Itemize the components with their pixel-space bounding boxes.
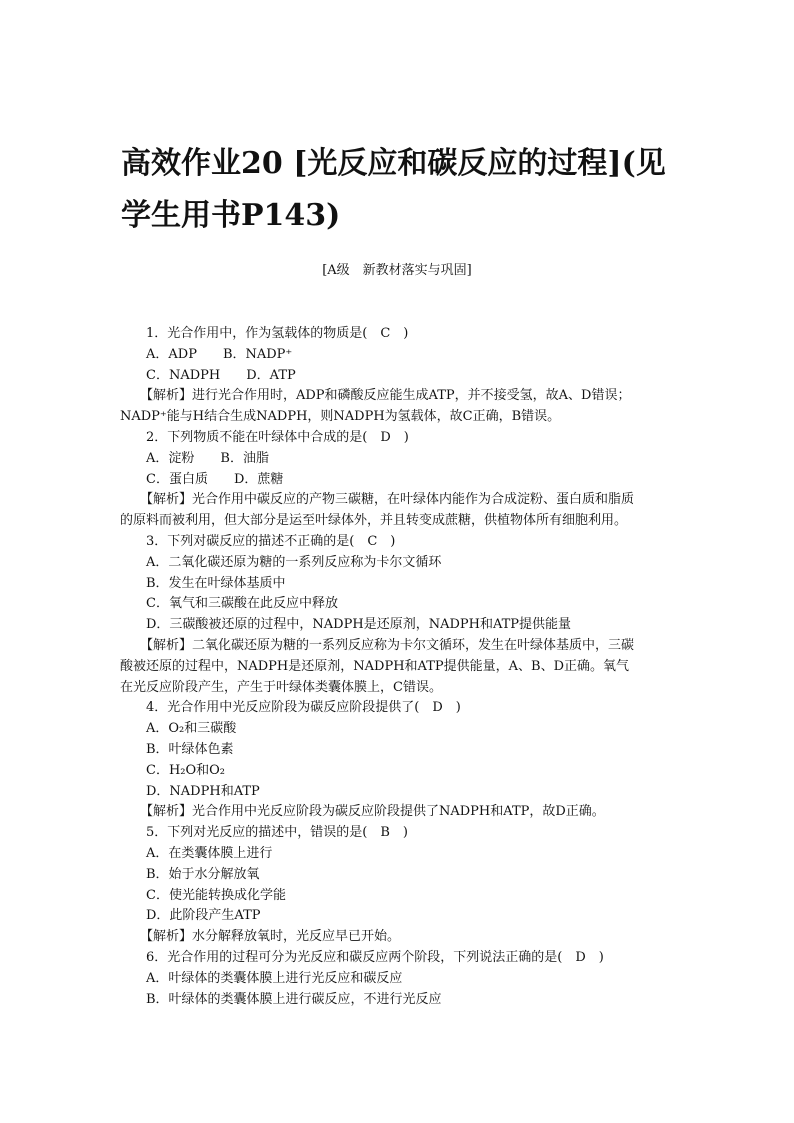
q1-options-ab: A．ADP B．NADP⁺ [146,346,293,362]
q3-option-d: D．三碳酸被还原的过程中，NADPH是还原剂，NADPH和ATP提供能量 [146,617,572,633]
q4-analysis: 【解析】光合作用中光反应阶段为碳反应阶段提供了NADPH和ATP，故D正确。 [140,804,605,820]
page-title: 高效作业20 [光反应和碳反应的过程](见学生用书P143) [121,146,666,233]
q5-analysis: 【解析】水分解释放氧时，光反应早已开始。 [140,929,401,945]
q4-option-d: D．NADPH和ATP [146,783,260,799]
q4-option-c: C．H₂O和O₂ [146,762,226,778]
question-2: 2．下列物质不能在叶绿体中合成的是( D ) [146,429,409,445]
question-5: 5．下列对光反应的描述中，错误的是( B ) [146,825,408,841]
q3-option-b: B．发生在叶绿体基质中 [146,575,286,591]
q2-analysis-cont: 的原料而被利用，但大部分是运至叶绿体外，并且转变成蔗糖，供植物体所有细胞利用。 [120,513,628,529]
q5-option-d: D．此阶段产生ATP [146,908,261,924]
q3-analysis-cont2: 在光反应阶段产生，产生于叶绿体类囊体膜上，C错误。 [120,679,442,695]
q5-option-b: B．始于水分解放氧 [146,866,260,882]
q3-option-a: A．二氧化碳还原为糖的一系列反应称为卡尔文循环 [146,554,442,570]
q3-option-c: C．氧气和三碳酸在此反应中释放 [146,596,338,612]
q5-option-c: C．使光能转换成化学能 [146,887,286,903]
question-1: 1．光合作用中，作为氢载体的物质是( C ) [146,326,409,341]
q6-option-b: B．叶绿体的类囊体膜上进行碳反应，不进行光反应 [146,991,442,1007]
q6-option-a: A．叶绿体的类囊体膜上进行光反应和碳反应 [146,970,403,986]
section-heading: [A级 新教材落实与巩固] [322,263,472,278]
q2-options-ab: A．淀粉 B．油脂 [146,450,269,466]
q5-option-a: A．在类囊体膜上进行 [146,845,273,861]
q2-options-cd: C．蛋白质 D．蔗糖 [146,471,284,487]
q1-options-cd: C．NADPH D．ATP [146,367,296,383]
document-body [120,324,680,1010]
q3-analysis: 【解析】二氧化碳还原为糖的一系列反应称为卡尔文循环，发生在叶绿体基质中，三碳 [140,637,635,653]
question-3: 3．下列对碳反应的描述不正确的是( C ) [146,533,396,549]
q1-analysis: 【解析】进行光合作用时，ADP和磷酸反应能生成ATP，并不接受氢，故A、D错误； [140,388,631,404]
question-4: 4．光合作用中光反应阶段为碳反应阶段提供了( D ) [146,700,461,716]
q1-analysis-cont: NADP⁺能与H结合生成NADPH，则NADPH为氢载体，故C正确，B错误。 [120,409,561,425]
question-6: 6．光合作用的过程可分为光反应和碳反应两个阶段，下列说法正确的是( D ) [146,949,604,965]
q3-analysis-cont: 酸被还原的过程中，NADPH是还原剂，NADPH和ATP提供能量，A、B、D正确。氧气 [120,658,629,674]
q4-option-a: A．O₂和三碳酸 [146,721,237,737]
q4-option-b: B．叶绿体色素 [146,741,234,757]
q2-analysis: 【解析】光合作用中碳反应的产物三碳糖，在叶绿体内能作为合成淀粉、蛋白质和脂质 [140,492,635,508]
